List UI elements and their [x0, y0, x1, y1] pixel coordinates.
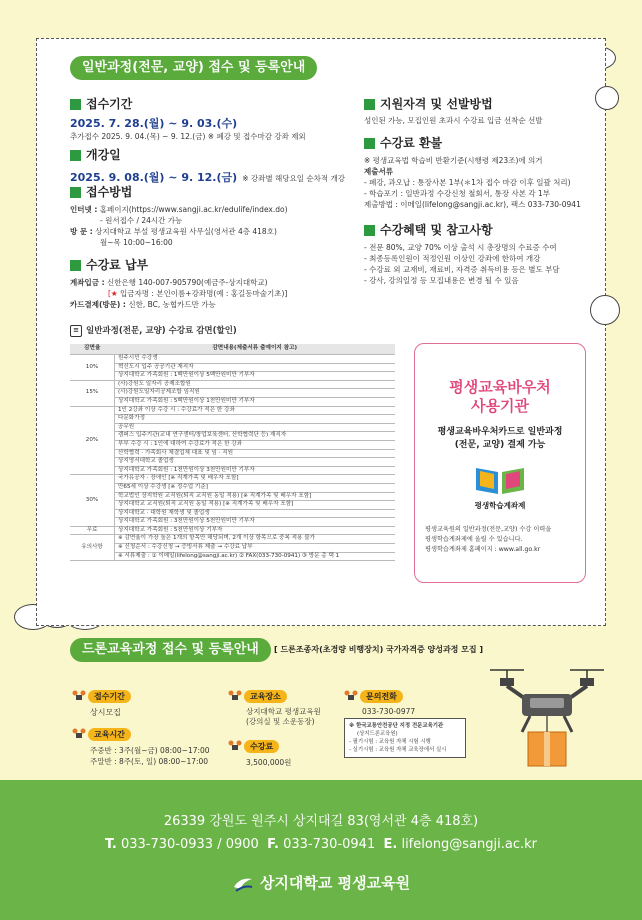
book-logo-icon [470, 464, 530, 498]
note-practical: - 실기시험 : 교육원 자체 교육장에서 실시 [349, 747, 447, 753]
discount-title [70, 324, 237, 337]
discount-item: 혁신도시 입주 공공기관 재직자 [115, 363, 396, 372]
drone-icon [228, 738, 242, 751]
square-bullet-icon [364, 99, 375, 110]
decor-circle [595, 86, 619, 110]
table-row [70, 440, 395, 449]
drone-icon [344, 688, 358, 701]
benefits-title: 수강혜택 및 참고사항 [380, 223, 493, 237]
internet-hours: - 원서접수 / 24시간 가능 [100, 216, 183, 225]
decor-circle [590, 295, 620, 325]
discount-item: 상지대학교 가족회원 : 3천만원이상 5천만원미만 기부자 [115, 518, 396, 527]
discount-item: (사)강원도 일자리 공제조합원 [115, 380, 396, 389]
table-row [70, 552, 395, 561]
footer-address: 26339 강원도 원주시 상지대길 83(영서관 4층 418호) [163, 814, 479, 829]
table-row [70, 397, 395, 406]
method-block [70, 183, 288, 248]
col-rate: 감면율 [70, 344, 115, 355]
note-sub: (상지드론교육원) [357, 731, 398, 737]
discount-item: 만65세 이상 수강생 [※ 정수업 기준] [115, 483, 396, 492]
refund-submit: 제출방법 : 이메일(lifelong@sangji.ac.kr), 팩스 033-730-0941 [364, 200, 581, 209]
discount-item: ※ 신청순서 : 수강신청 → 증빙서류 제출 → 수강료 납부 [115, 544, 396, 553]
table-row [70, 501, 395, 510]
period-badge: 접수기간 [88, 690, 131, 703]
email-label: E. [383, 837, 398, 852]
drone-period [72, 684, 131, 718]
square-bullet-icon [70, 150, 81, 161]
visit-location: 상지대학교 부설 평생교육원 사무실(영서관 4층 418호) [95, 227, 277, 236]
document-icon: ≡ [70, 325, 82, 337]
discount-rate: 유의사항 [70, 535, 115, 561]
voucher-link[interactable]: 평생학습계좌제 홈페이지 : www.all.go.kr [425, 546, 541, 553]
drone-illustration-icon [482, 660, 612, 778]
col-content: 감면내용(제출서류 출예이지 참고) [115, 344, 396, 355]
payment-title: 수강료 납부 [86, 258, 149, 272]
account-value: 신한은행 140-007-905790(예금주-상지대학교) [106, 278, 268, 287]
table-row [70, 466, 395, 475]
voucher-box [414, 343, 586, 583]
footer [0, 780, 642, 920]
fax-label: F. [267, 837, 279, 852]
refund-doc: - 폐강, 과오납 : 통장사본 1부(＊1차 접수 마감 이후 일괄 처리) [364, 178, 571, 187]
voucher-title: 사용기관 [471, 397, 529, 415]
table-row [70, 423, 395, 432]
qualification-block [364, 95, 542, 126]
discount-item: 학교법인 상지학원 교직원(퇴직 교직원 동일 적용) [※ 직계가족 및 배우자 포함] [115, 492, 396, 501]
discount-rate: 15% [70, 380, 115, 406]
table-row [70, 406, 395, 415]
drone-note [344, 718, 466, 758]
qualification-text: 성인된 가능, 모집인원 초과시 수강료 입금 선착순 선발 [364, 116, 543, 125]
discount-item: 상지대학교 가족회원 : 1백만원이상 5백만원미만 기부자 [115, 372, 396, 381]
benefit-item: - 강사, 강의일정 등 모집내용은 변경 될 수 있음 [364, 276, 519, 285]
drone-time [72, 722, 210, 767]
period-title: 접수기간 [86, 97, 133, 111]
discount-item: 캠퍼스 입주기관(교내 연구센터/창업보육센터, 산학협력단 등) 재직자 [115, 432, 396, 441]
drone-fee [228, 734, 291, 768]
discount-item: 상지대학교 가족회원 : 5백만원이상 1천만원미만 기부자 [115, 397, 396, 406]
table-row [70, 415, 395, 424]
note-title: ※ 한국교통안전공단 지정 전문교육기관 [349, 723, 444, 729]
benefit-item: - 최종등록인원이 적정인원 이상인 강좌에 한하여 개강 [364, 254, 541, 263]
discount-item: 상지대학교 교직원(퇴직 교직원 동일 적용) [※ 직계가족 및 배우자 포함] [115, 501, 396, 510]
weekend-schedule: 주말반 : 8주(토, 일) 08:00~17:00 [90, 757, 209, 766]
discount-rate: 무료 [70, 526, 115, 535]
opening-dates: 2025. 9. 08.(월) ~ 9. 12.(금) [70, 171, 238, 184]
table-row [70, 483, 395, 492]
discount-item: 산학협력 · 가족회사 체결업체 대표 및 임 · 직원 [115, 449, 396, 458]
voucher-sub: 평생교육바우처카드로 일반과정 [437, 427, 563, 437]
card-label: 카드결제(방문) : [70, 300, 126, 309]
fax-value: 033-730-0941 [283, 837, 376, 852]
place-value: (강의실 및 소운동장) [246, 717, 315, 726]
discount-title-text: 일반과정(전문, 교양) 수강료 감면(할인) [86, 326, 237, 336]
square-bullet-icon [364, 225, 375, 236]
discount-item: ※ 감면율이 가장 높은 1개의 항목만 해당되며, 2개 이상 항목으로 중복 적용 불가 [115, 535, 396, 544]
period-dates: 2025. 7. 28.(월) ~ 9. 03.(수) [70, 117, 238, 130]
table-row [70, 518, 395, 527]
benefit-item: - 전문 80%, 교양 70% 이상 출석 시 총장명의 수료증 수여 [364, 243, 557, 252]
discount-item: 상지대학교 · 대학원 재학생 및 졸업생 [115, 509, 396, 518]
benefits-block [364, 221, 560, 286]
discount-item: 국가유공자 · 장애인 [※ 직계가족 및 배우자 포함] [115, 475, 396, 484]
square-bullet-icon [364, 138, 375, 149]
email-value[interactable]: lifelong@sangji.ac.kr [401, 837, 538, 852]
drone-contact [344, 684, 415, 716]
table-row [70, 544, 395, 553]
voucher-sub: (전문, 교양) 결제 가능 [454, 440, 546, 450]
internet-label: 인터넷 : [70, 205, 98, 214]
drone-place [228, 684, 321, 727]
fee-value: 3,500,000원 [246, 758, 292, 767]
table-row [70, 380, 395, 389]
table-row [70, 526, 395, 535]
contact-value: 033-730-0977 [362, 707, 416, 716]
drone-icon [228, 688, 242, 701]
discount-rate: 20% [70, 406, 115, 475]
fee-badge: 수강료 [244, 740, 279, 753]
discount-item: 원주시민 수강생 [115, 355, 396, 364]
voucher-note: 평생학습계좌제에 올릴 수 있습니다. [425, 536, 523, 543]
discount-item: 상지영서대학교 졸업생 [115, 458, 396, 467]
table-row [70, 372, 395, 381]
discount-item: 상지대학교 가족회원 : 5천만원이상 기부자 [115, 526, 396, 535]
method-title: 접수방법 [86, 185, 133, 199]
footer-org [0, 872, 642, 893]
square-bullet-icon [70, 187, 81, 198]
tel-value[interactable]: 033-730-0933 / 0900 [120, 837, 259, 852]
square-bullet-icon [70, 260, 81, 271]
voucher-note: 평생교육원의 일반과정(전문,교양) 수강 이력을 [425, 526, 552, 533]
refund-basis: ※ 평생교육법 학습비 반환기준(시행령 제23조)에 의거 [364, 156, 543, 165]
star-icon: [★ [108, 289, 118, 298]
visit-label: 방 문 : [70, 227, 93, 236]
discount-item: 1인 2강좌 이상 수강 시 : 수강료가 적은 한 강좌 [115, 406, 396, 415]
depositor-note: 입금자명 : 본인이름+강좌명(예 : 홍길동마술기초)] [120, 289, 288, 298]
discount-item: (사)강원도일자리공제조합 임직원 [115, 389, 396, 398]
refund-title: 수강료 환불 [380, 136, 443, 150]
period-block [70, 95, 306, 142]
refund-block [364, 134, 581, 210]
period-extra: 추가접수 2025. 9. 04.(목) ~ 9. 12.(금) ※ 폐강 및 접수마감 강좌 제외 [70, 132, 306, 141]
square-bullet-icon [70, 99, 81, 110]
table-row [70, 458, 395, 467]
drone-icon [72, 726, 86, 739]
account-label: 계좌입금 : [70, 278, 105, 287]
discount-item: 공무원 [115, 423, 396, 432]
place-value: 상지대학교 평생교육원 [246, 707, 321, 716]
drone-section-title: 드론교육과정 접수 및 등록안내 [70, 638, 271, 662]
card-value: 신한, BC, 농협카드만 가능 [128, 300, 216, 309]
discount-rate: 30% [70, 475, 115, 527]
discount-item: 부부 수강 시 : 1인에 대하여 수강료가 적은 한 강좌 [115, 440, 396, 449]
table-row [70, 492, 395, 501]
place-badge: 교육장소 [244, 690, 287, 703]
table-row [70, 535, 395, 544]
university-logo-icon [232, 875, 254, 893]
table-row [70, 389, 395, 398]
note-written: - 필기시험 : 교육원 자체 시험 시행 [349, 739, 431, 745]
general-section-title: 일반과정(전문, 교양) 접수 및 등록안내 [70, 56, 317, 80]
contact-badge: 문의전화 [360, 690, 403, 703]
discount-item: 상지대학교 가족회원 : 1천만원이상 3천만원미만 기부자 [115, 466, 396, 475]
table-row [70, 509, 395, 518]
benefit-item: - 수강료 외 교재비, 재료비, 자격증 취득비용 등은 별도 부담 [364, 265, 560, 274]
table-row [70, 475, 395, 484]
time-badge: 교육시간 [88, 728, 131, 741]
weekday-schedule: 주중반 : 3주(월~금) 08:00~17:00 [90, 746, 210, 755]
org-name: 상지대학교 평생교육원 [259, 874, 411, 892]
internet-url[interactable]: 홈페이지(https://www.sangji.ac.kr/edulife/index.do) [99, 205, 288, 214]
drone-subtitle: [ 드론조종자(초경량 비행장치) 국가자격증 양성과정 모집 ] [274, 645, 484, 654]
drone-icon [72, 688, 86, 701]
tel-label: T. [104, 837, 117, 852]
discount-table [70, 344, 395, 561]
table-row [70, 363, 395, 372]
footer-contacts [0, 837, 642, 852]
opening-title: 개강일 [86, 148, 121, 162]
table-row [70, 355, 395, 364]
voucher-title: 평생교육바우처 [449, 378, 551, 396]
opening-block [70, 146, 345, 185]
opening-note: ※ 강좌별 해당요일 순차적 개강 [242, 174, 346, 183]
refund-docs-title: 제출서류 [364, 167, 393, 176]
discount-item: ※ 서류제출 : ① 이메일(lifelong@sangji.ac.kr) ② FAX(033-730-0941) ③ 방문 총 택 1 [115, 552, 396, 561]
discount-item: 다문화가정 [115, 415, 396, 424]
qualification-title: 지원자격 및 선발방법 [380, 97, 493, 111]
payment-block [70, 256, 287, 310]
refund-doc: - 학습포기 : 일반과정 수강신청 철회서, 통장 사본 각 1부 [364, 189, 550, 198]
table-row [70, 449, 395, 458]
period-value: 상시모집 [90, 708, 121, 717]
discount-rate: 10% [70, 355, 115, 381]
voucher-logo-text: 평생학습계좌제 [474, 501, 526, 510]
visit-hours: 월~목 10:00~16:00 [100, 238, 173, 247]
table-row [70, 432, 395, 441]
